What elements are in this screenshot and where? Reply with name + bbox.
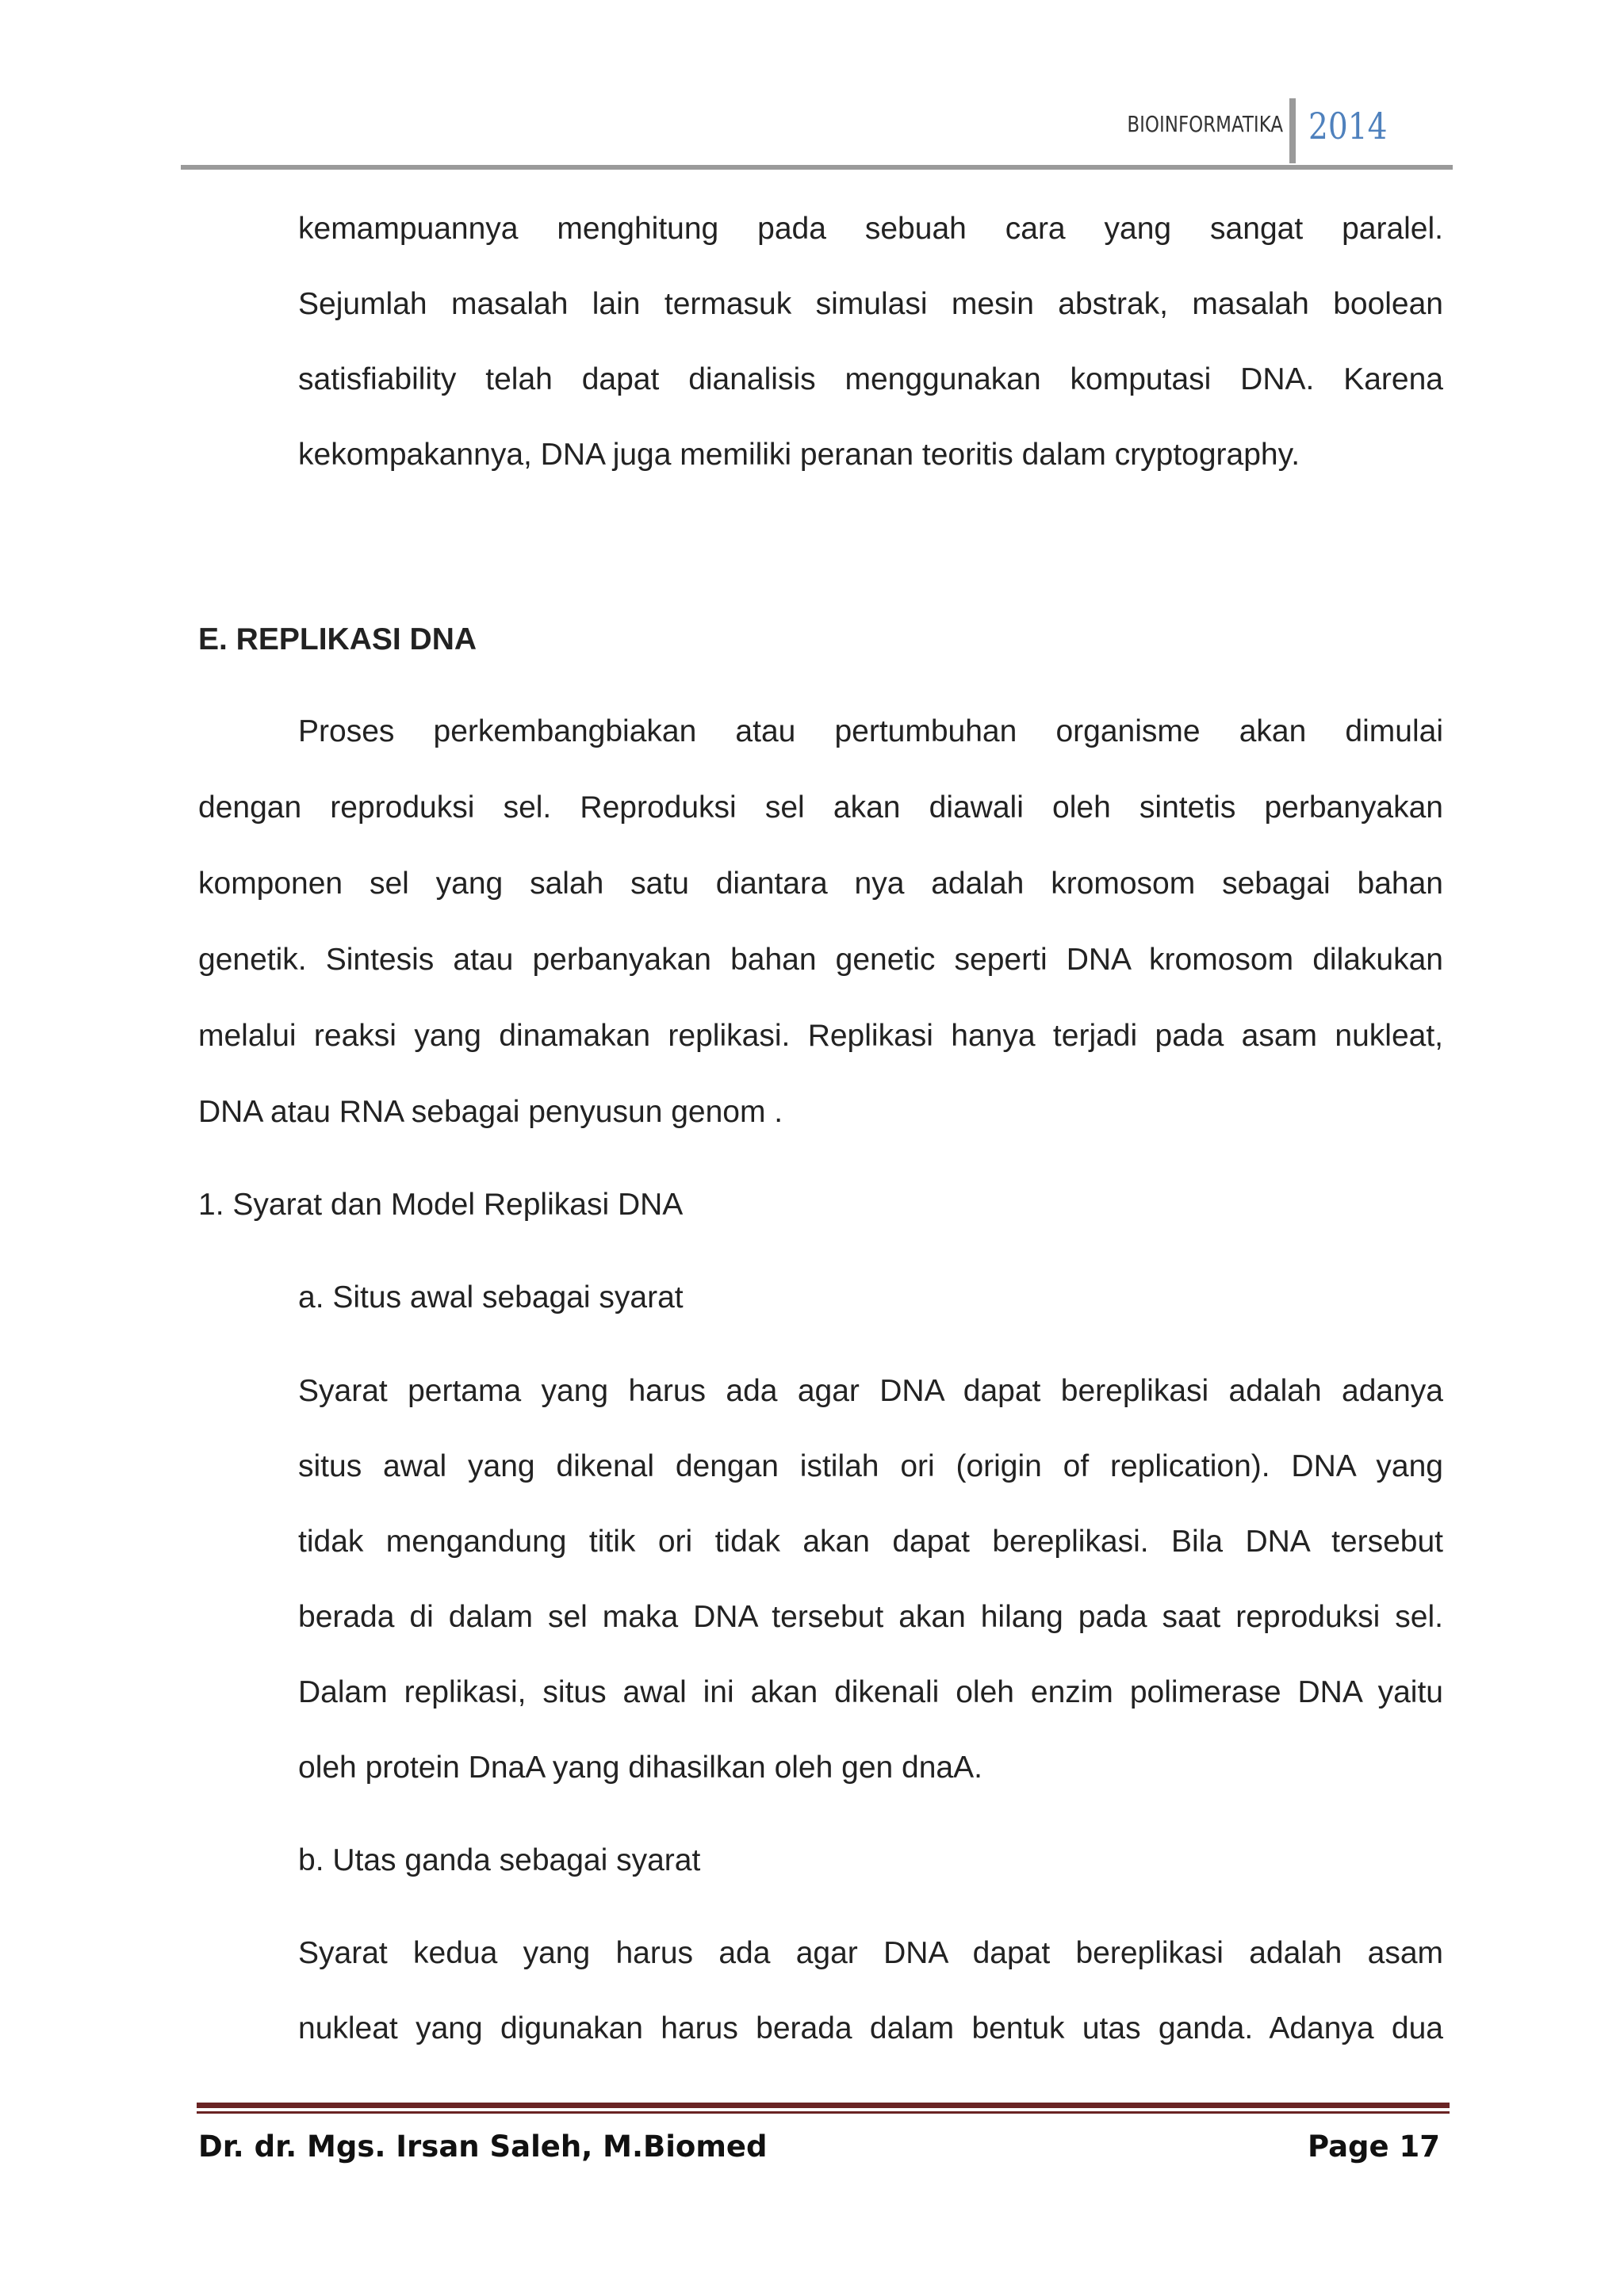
paragraph-line: komponen sel yang salah satu diantara nya adalah kromosom sebagai bahan — [198, 867, 1443, 901]
header-rule — [181, 165, 1453, 170]
paragraph-line: genetik. Sintesis atau perbanyakan bahan genetic seperti DNA kromosom dilakukan — [198, 943, 1443, 977]
paragraph-line: satisfiability telah dapat dianalisis menggunakan komputasi DNA. Karena — [298, 362, 1443, 396]
sub-point-title: b. Utas ganda sebagai syarat — [298, 1843, 701, 1877]
footer-author: Dr. dr. Mgs. Irsan Saleh, M.Biomed — [198, 2130, 768, 2164]
paragraph-line: Syarat kedua yang harus ada agar DNA dapat bereplikasi adalah asam — [298, 1936, 1443, 1970]
footer-page-number: Page 17 — [1307, 2130, 1440, 2164]
paragraph-line: oleh protein DnaA yang dihasilkan oleh gen dnaA. — [298, 1751, 982, 1785]
paragraph-line: DNA atau RNA sebagai penyusun genom . — [198, 1095, 783, 1129]
running-header-year: 2014 — [1308, 105, 1388, 147]
paragraph-line: kekompakannya, DNA juga memiliki peranan teoritis dalam cryptography. — [298, 438, 1300, 472]
subsection-heading: 1. Syarat dan Model Replikasi DNA — [198, 1188, 684, 1222]
header-separator — [1289, 98, 1296, 163]
paragraph-line: Dalam replikasi, situs awal ini akan dikenali oleh enzim polimerase DNA yaitu — [298, 1675, 1443, 1709]
footer-rule — [197, 2103, 1450, 2108]
footer-rule-thin — [197, 2111, 1450, 2114]
paragraph-line: kemampuannya menghitung pada sebuah cara yang sangat paralel. — [298, 212, 1443, 246]
paragraph-line: situs awal yang dikenal dengan istilah ori (origin of replication). DNA yang — [298, 1449, 1443, 1483]
paragraph-line: Sejumlah masalah lain termasuk simulasi mesin abstrak, masalah boolean — [298, 287, 1443, 321]
paragraph-line: Syarat pertama yang harus ada agar DNA dapat bereplikasi adalah adanya — [298, 1374, 1443, 1408]
sub-point-title: a. Situs awal sebagai syarat — [298, 1280, 684, 1314]
paragraph-line: nukleat yang digunakan harus berada dalam bentuk utas ganda. Adanya dua — [298, 2011, 1443, 2045]
paragraph-line: Proses perkembangbiakan atau pertumbuhan organisme akan dimulai — [298, 714, 1443, 748]
section-heading: E. REPLIKASI DNA — [198, 622, 477, 656]
paragraph-line: dengan reproduksi sel. Reproduksi sel akan diawali oleh sintetis perbanyakan — [198, 790, 1443, 825]
running-header-title: BIOINFORMATIKA — [1127, 111, 1284, 137]
paragraph-line: melalui reaksi yang dinamakan replikasi. Replikasi hanya terjadi pada asam nukleat, — [198, 1019, 1443, 1053]
paragraph-line: berada di dalam sel maka DNA tersebut akan hilang pada saat reproduksi sel. — [298, 1600, 1443, 1634]
paragraph-line: tidak mengandung titik ori tidak akan dapat bereplikasi. Bila DNA tersebut — [298, 1525, 1443, 1559]
